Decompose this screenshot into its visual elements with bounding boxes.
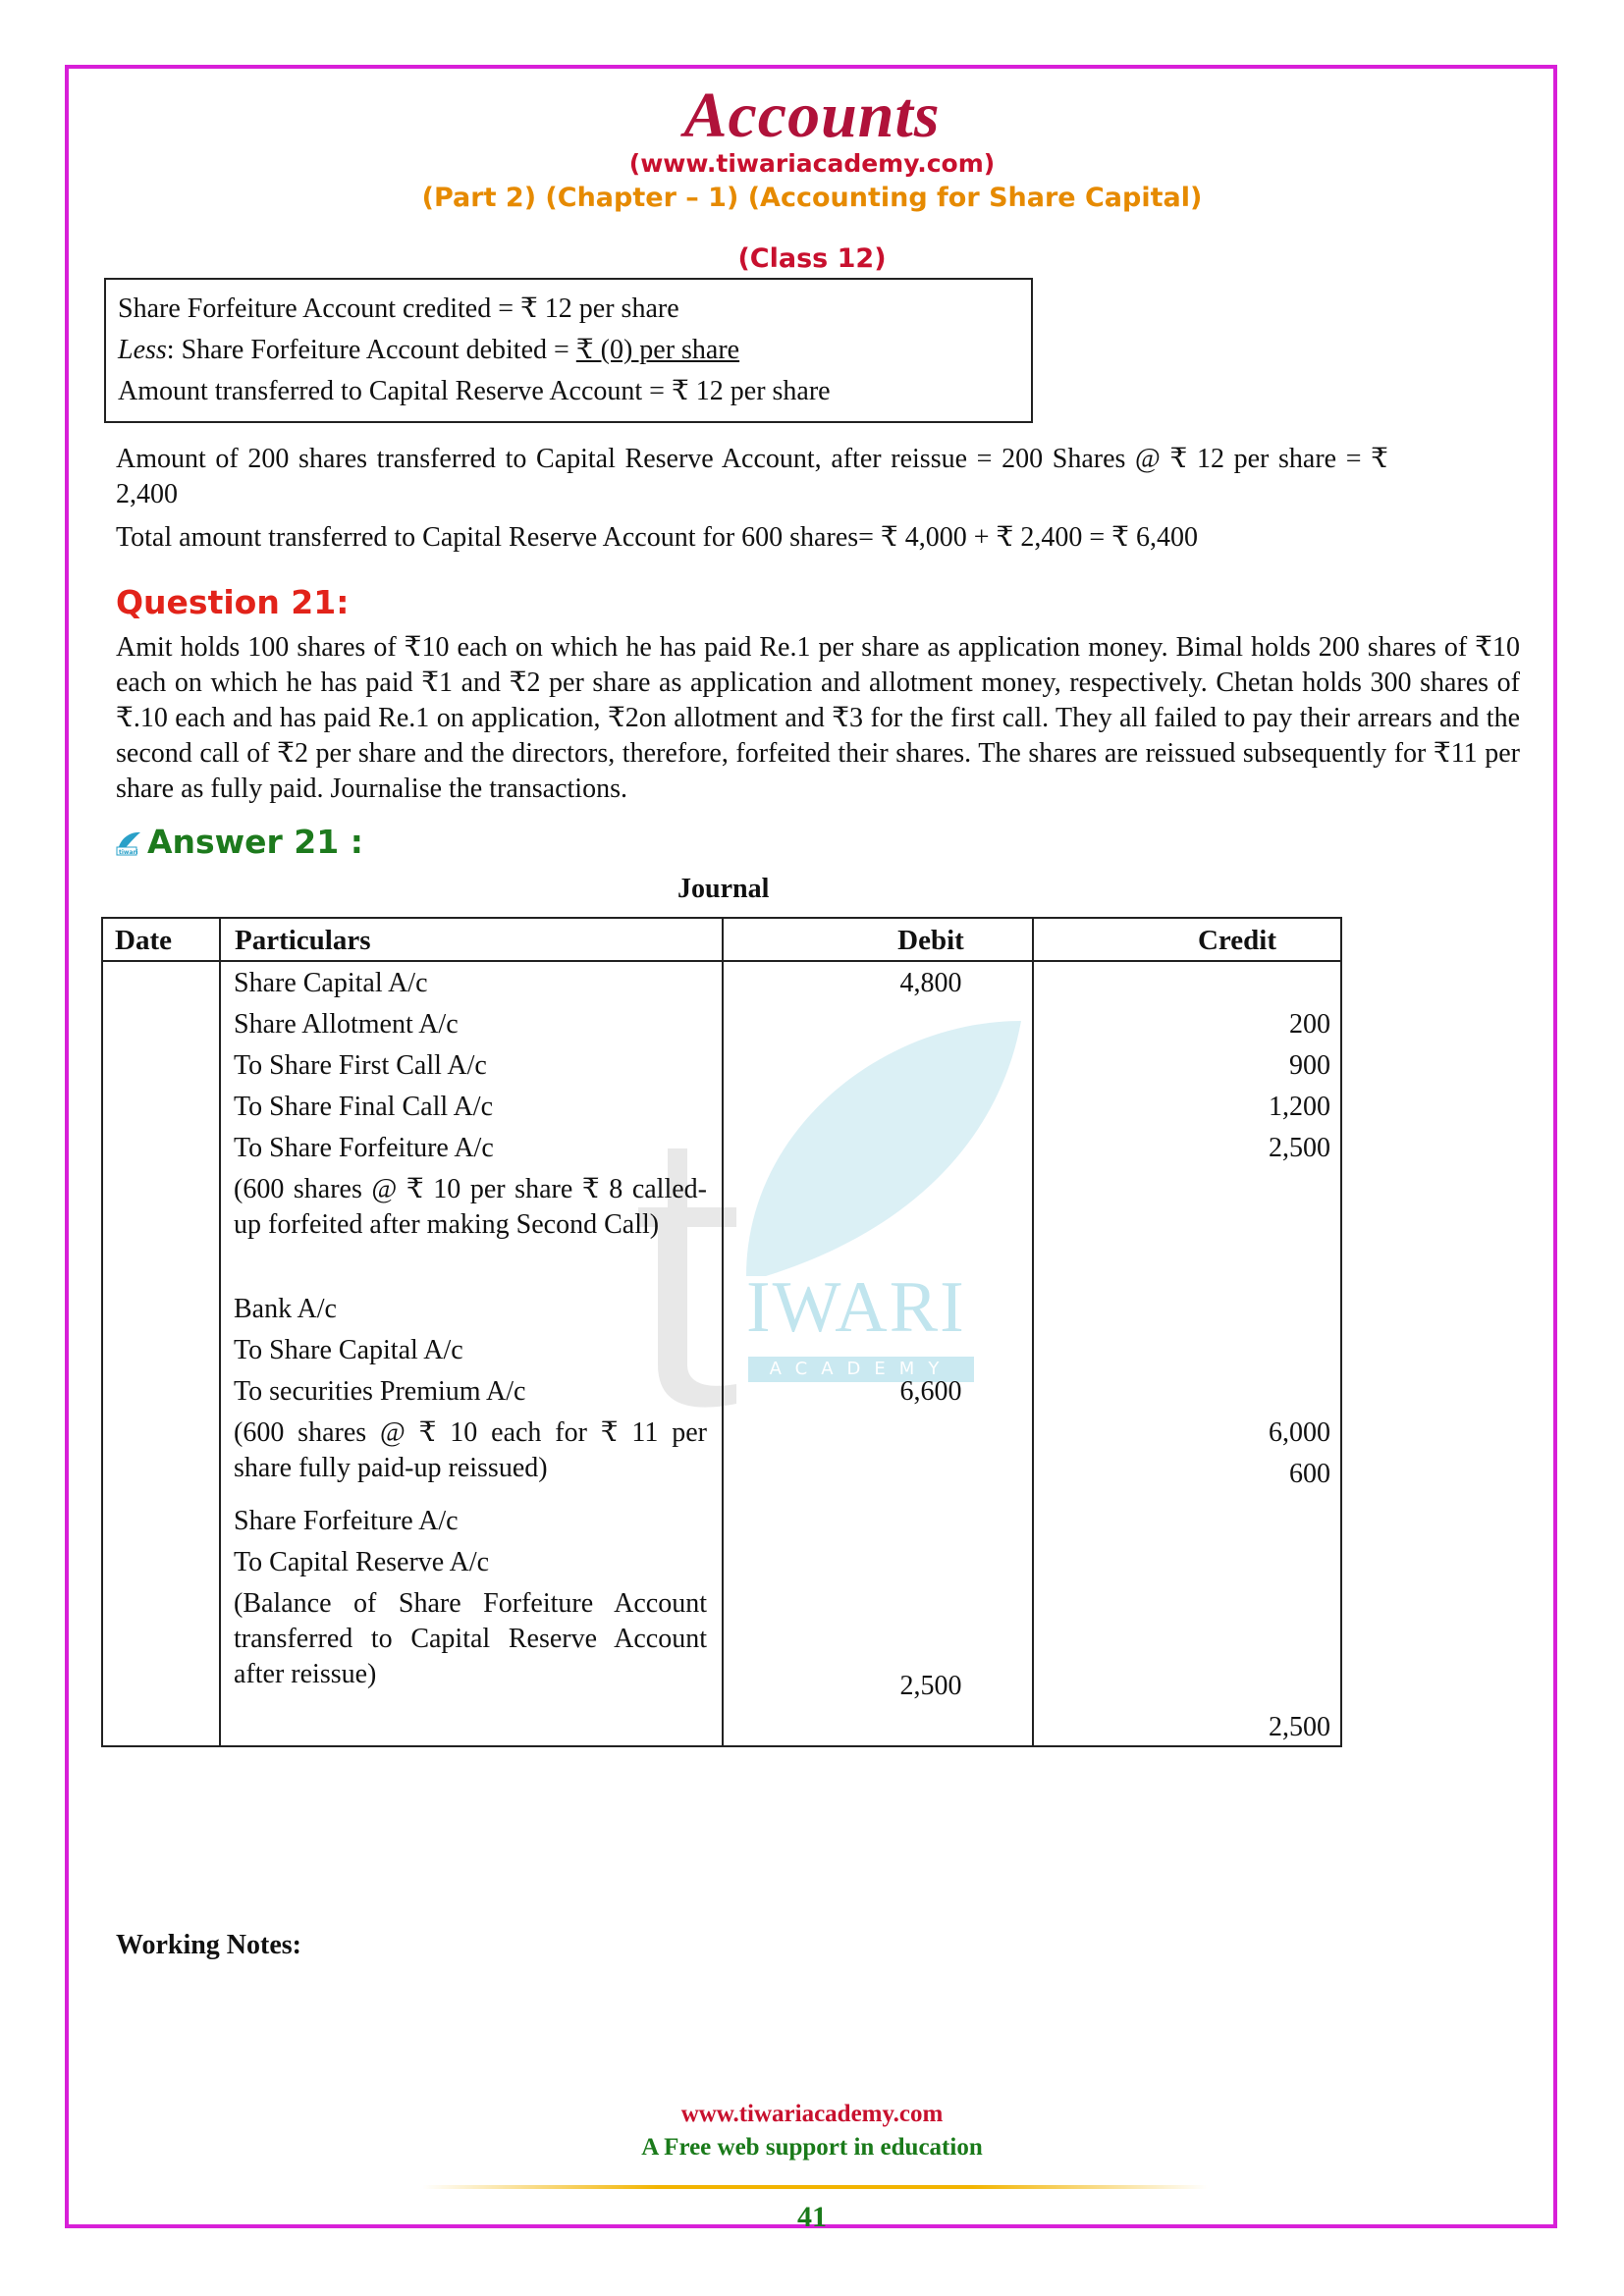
watermark-subtext: ACADEMY	[748, 1357, 974, 1382]
col-divider-date	[219, 919, 221, 1745]
forfeiture-calculation-box	[104, 278, 1033, 423]
particular-row: To Share First Call A/c	[234, 1050, 487, 1081]
col-divider-debit	[1032, 919, 1034, 1745]
particular-row: To securities Premium A/c	[234, 1376, 526, 1407]
answer-heading	[114, 823, 363, 861]
particular-narration: (600 shares @ ₹ 10 per share ₹ 8 called-up forfeited after making Second Call)	[234, 1174, 707, 1240]
journal-table	[101, 917, 1342, 1747]
header-date: Date	[115, 925, 172, 956]
working-notes-heading: Working Notes:	[116, 1930, 301, 1960]
footer-divider	[422, 2185, 1208, 2189]
credit-amount: 200	[1289, 1009, 1330, 1040]
particular-row: Bank A/c	[234, 1294, 337, 1324]
debit-amount: 6,600	[899, 1376, 962, 1407]
header-particulars: Particulars	[235, 925, 371, 956]
particular-row: To Share Forfeiture A/c	[234, 1133, 494, 1163]
footer-site-link[interactable]: www.tiwariacademy.com	[680, 2101, 944, 2127]
credit-amount: 600	[1289, 1459, 1330, 1489]
particular-row: To Capital Reserve A/c	[234, 1547, 490, 1577]
chapter-heading: (Part 2) (Chapter – 1) (Accounting for Share Capital)	[421, 183, 1203, 213]
calc-line-credited: Share Forfeiture Account credited = ₹ 12 per share	[118, 294, 679, 324]
debit-amount: 2,500	[899, 1671, 962, 1701]
credit-amount: 1,200	[1269, 1092, 1330, 1122]
particular-row: Share Allotment A/c	[234, 1009, 459, 1040]
question-heading: Question 21:	[116, 583, 350, 621]
journal-title: Journal	[677, 874, 770, 904]
particular-row: Share Capital A/c	[234, 968, 428, 998]
question-text: Amit holds 100 shares of ₹10 each on which he has paid Re.1 per share as application money. Bimal holds 200 shares of ₹10 each on which he has paid ₹1 and ₹2 per share as application and allotment money, respectively. Chetan holds 300 shares of ₹.10 each and has paid Re.1 on application, ₹2on allotment and ₹3 for the first call. They all failed to pay their arrears and the second call of ₹2 per share and the directors, therefore, forfeited their shares. The shares are reissued subsequently for ₹11 per share as fully paid. Journalise the transactions.	[116, 632, 1520, 804]
col-divider-particulars	[722, 919, 724, 1745]
calc-line-transferred: Amount transferred to Capital Reserve Account = ₹ 12 per share	[118, 376, 831, 406]
calc-line-debited	[118, 330, 1019, 371]
tiwari-academy-logo-icon	[114, 828, 143, 857]
particular-row: To Share Final Call A/c	[234, 1092, 494, 1122]
answer-heading-text: Answer 21 :	[147, 823, 363, 861]
watermark-text: IWARI	[746, 1267, 966, 1348]
calc-less-label: Less	[118, 335, 167, 365]
particular-row: To Share Capital A/c	[234, 1335, 463, 1365]
page-title: Accounts	[683, 80, 941, 151]
note-paragraph-reissue: Amount of 200 shares transferred to Capital Reserve Account, after reissue = 200 Shares @ ₹ 12 per share = ₹ 2,400	[116, 444, 1388, 509]
note-paragraph-total: Total amount transferred to Capital Reserve Account for 600 shares= ₹ 4,000 + ₹ 2,400 = ₹ 6,400	[116, 522, 1198, 553]
particular-row: Share Forfeiture A/c	[234, 1506, 459, 1536]
header-divider	[103, 960, 1340, 962]
header-debit: Debit	[897, 925, 964, 956]
calc-debited-amount: ₹ (0) per share	[575, 335, 740, 365]
class-label: (Class 12)	[737, 243, 887, 274]
credit-amount: 6,000	[1269, 1417, 1330, 1448]
credit-amount: 2,500	[1269, 1712, 1330, 1742]
particular-narration: (600 shares @ ₹ 10 each for ₹ 11 per share fully paid-up reissued)	[234, 1417, 707, 1483]
particular-narration: (Balance of Share Forfeiture Account transferred to Capital Reserve Account after reissue)	[234, 1588, 707, 1689]
page-number: 41	[797, 2201, 827, 2233]
site-url-header: (www.tiwariacademy.com)	[628, 149, 996, 178]
header-credit: Credit	[1197, 925, 1276, 956]
debit-amount: 4,800	[899, 968, 962, 998]
footer-tagline: A Free web support in education	[641, 2134, 983, 2161]
credit-amount: 900	[1289, 1050, 1330, 1081]
svg-text:tiwari: tiwari	[119, 848, 138, 856]
calc-debited-text: : Share Forfeiture Account debited =	[166, 335, 576, 365]
credit-amount: 2,500	[1269, 1133, 1330, 1163]
